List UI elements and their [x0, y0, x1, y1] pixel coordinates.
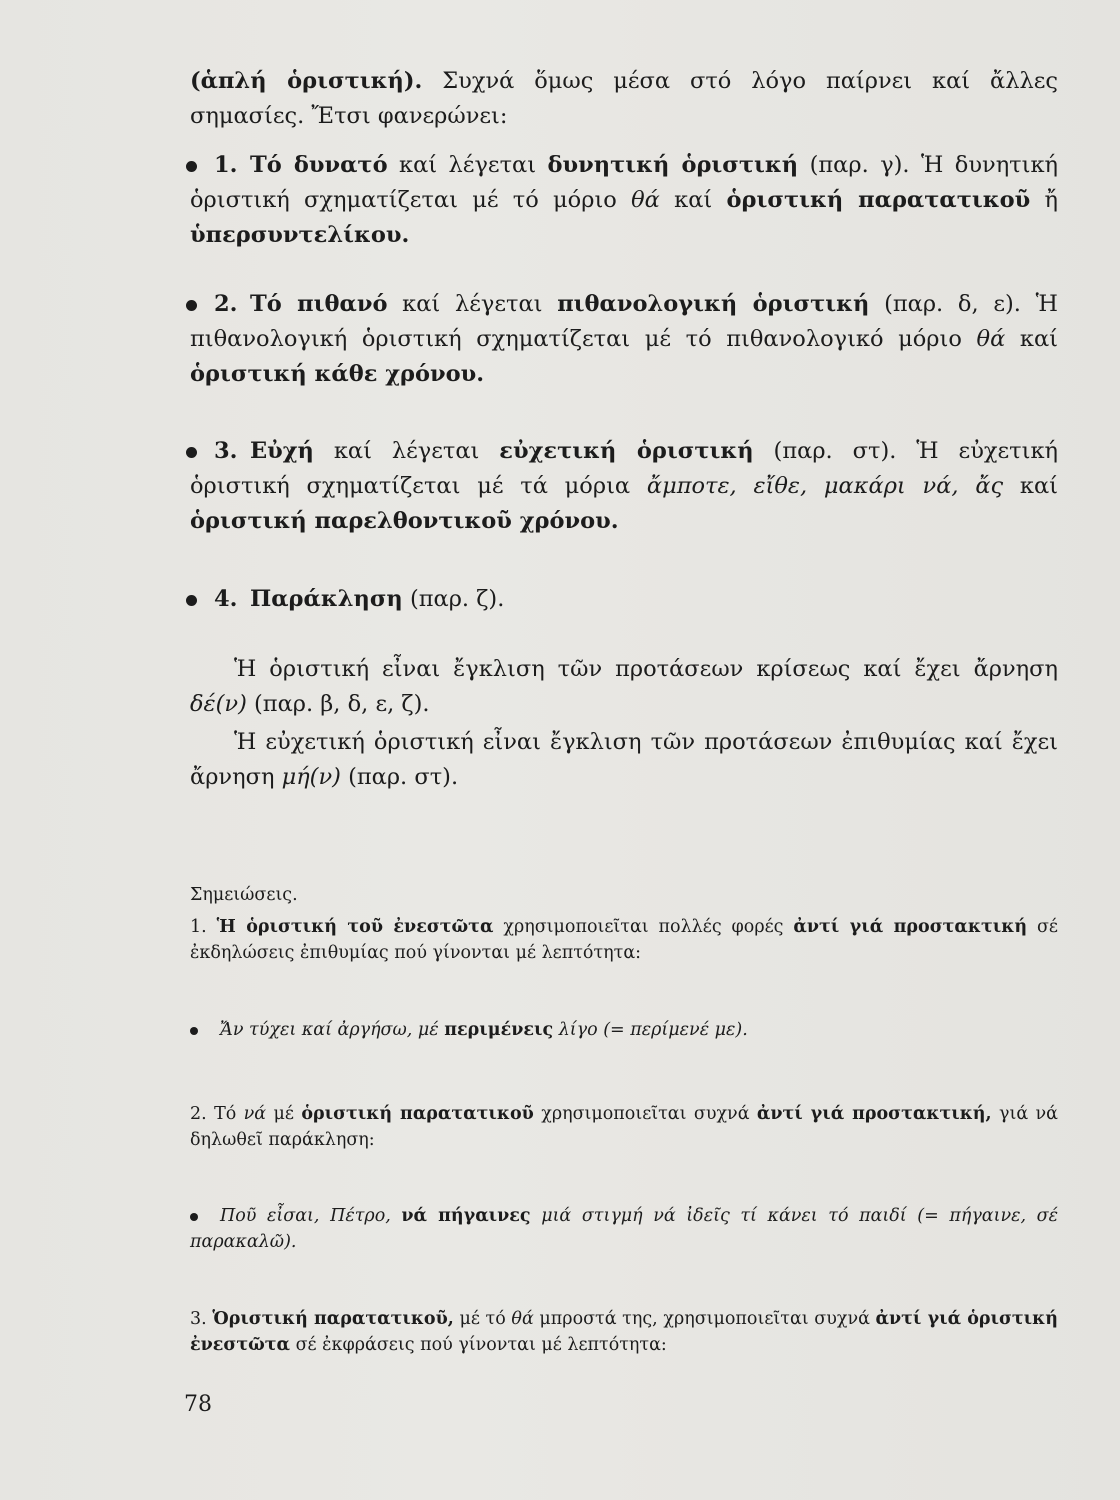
italic-run: θά	[976, 326, 1006, 352]
text-run: γιά νά δηλωθεῖ παράκληση:	[190, 1104, 1058, 1150]
text-run: καί λέγεται	[387, 152, 548, 178]
italic-run: Ποῦ εἶσαι, Πέτρο,	[220, 1206, 402, 1226]
text-run: μέ	[266, 1104, 302, 1124]
bold-run: Εὐχή	[250, 438, 314, 464]
list-item	[190, 148, 1058, 253]
note-text	[190, 1104, 1058, 1150]
italic-run: νά	[243, 1104, 267, 1124]
bold-run: Τό δυνατό	[250, 152, 388, 178]
bold-run: ἀντί γιά ὁριστική ἐνεστῶτα	[190, 1309, 1058, 1355]
paragraph-text	[190, 729, 1058, 790]
text-run: σέ ἐκδηλώσεις ἐπιθυμίας πού γίνονται μέ λεπτότητα:	[190, 917, 1058, 963]
text-run: Ἡ ὁριστική εἶναι ἔγκλιση τῶν προτάσεων κρίσεως καί ἔχει ἄρνηση	[234, 656, 1058, 682]
bold-run: πιθανολογική ὁριστική	[557, 291, 870, 317]
italic-run: λίγο (= περίμενέ με).	[553, 1020, 748, 1040]
italic-run: Ἄν τύχει καί ἀργήσω, μέ	[220, 1020, 445, 1040]
item-number: 1.	[214, 152, 238, 178]
italic-run: θά	[511, 1309, 534, 1329]
definition-paragraph	[190, 725, 1058, 795]
example-text	[190, 1206, 1058, 1252]
item-number: 3.	[214, 438, 238, 464]
item-text	[190, 291, 1058, 387]
bold-run: ἀντί γιά προστακτική	[793, 917, 1028, 937]
text-run: (παρ. στ).	[340, 764, 459, 790]
item-text	[190, 152, 1058, 248]
note-3	[190, 1306, 1058, 1358]
text-run: μπροστά της, χρησιμοποιεῖται συχνά	[533, 1309, 876, 1329]
text-run: 1.	[190, 917, 217, 937]
bold-run: Ἡ ὁριστική τοῦ ἐνεστῶτα	[216, 917, 494, 937]
list-item	[190, 582, 1058, 617]
bold-run: ὑπερσυντελίκου.	[190, 222, 410, 248]
italic-run: μή(ν)	[281, 764, 341, 790]
item-number: 4.	[214, 586, 238, 612]
intro-text: Συχνά ὅμως μέσα στό λόγο παίρνει καί ἄλλες σημασίες. Ἔτσι φανερώνει:	[190, 68, 1058, 129]
item-content	[190, 582, 1058, 617]
bold-run: ἀντί γιά προστακτική,	[756, 1104, 992, 1124]
text-run: καί	[659, 187, 727, 213]
text-run: καί λέγεται	[387, 291, 558, 317]
bold-run: ὁριστική παρατατικοῦ	[301, 1104, 534, 1124]
list-item	[190, 434, 1058, 539]
intro-bold: (ἁπλή ὁριστική).	[190, 68, 423, 94]
bold-run: ὁριστική παρατατικοῦ	[726, 187, 1031, 213]
notes-heading: Σημειώσεις.	[190, 885, 298, 905]
intro-paragraph	[190, 64, 1058, 134]
note-1	[190, 914, 1058, 966]
text-run: 2. Τό	[190, 1104, 244, 1124]
text-run: 3.	[190, 1309, 213, 1329]
page-number: 78	[184, 1392, 212, 1417]
bold-run: περιμένεις	[444, 1020, 554, 1040]
bold-run: νά πήγαινες	[401, 1206, 531, 1226]
text-run: Ἡ εὐχετική ὁριστική εἶναι ἔγκλιση τῶν προτάσεων ἐπιθυμίας καί ἔχει ἄρνηση	[190, 729, 1058, 790]
text-run: (παρ. ζ).	[402, 586, 505, 612]
bullet-icon	[186, 300, 197, 311]
text-run: (παρ. στ). Ἡ εὐχετική ὁριστική σχηματίζεται μέ τά μόρια	[190, 438, 1058, 499]
text-run: (παρ. β, δ, ε, ζ).	[246, 691, 430, 717]
bullet-icon	[190, 1213, 198, 1221]
item-text	[190, 438, 1058, 534]
text-run: χρησιμοποιεῖται συχνά	[533, 1104, 757, 1124]
item-content	[190, 434, 1058, 539]
bold-run: Ὁριστική παρατατικοῦ,	[212, 1309, 454, 1329]
bold-run: Παράκληση	[250, 586, 403, 612]
bold-run: ὁριστική κάθε χρόνου.	[190, 361, 485, 387]
item-number: 2.	[214, 291, 238, 317]
bold-run: ὁριστική παρελθοντικοῦ χρόνου.	[190, 508, 619, 534]
italic-run: θά	[631, 187, 660, 213]
item-content	[190, 287, 1058, 392]
text-run: (παρ. γ). Ἡ δυνητική ὁριστική σχηματίζεται μέ τό μόριο	[190, 152, 1058, 213]
bullet-icon	[186, 161, 197, 172]
bold-run: εὐχετική ὁριστική	[499, 438, 754, 464]
text-run: καί	[1003, 473, 1058, 499]
text-run: χρησιμοποιεῖται πολλές φορές	[493, 917, 794, 937]
definition-paragraph	[190, 652, 1058, 722]
italic-run: μιά στιγμή νά ἰδεῖς τί κάνει τό παιδί (= πήγαινε, σέ παρακαλῶ).	[190, 1206, 1058, 1252]
bullet-icon	[186, 595, 197, 606]
text-run: ἤ	[1030, 187, 1058, 213]
bullet-icon	[190, 1027, 198, 1035]
item-text	[250, 586, 504, 612]
text-run: καί	[1005, 326, 1058, 352]
text-run: καί λέγεται	[313, 438, 500, 464]
text-run: μέ τό	[453, 1309, 512, 1329]
list-item	[190, 287, 1058, 392]
paragraph-text	[190, 656, 1058, 717]
bold-run: δυνητική ὁριστική	[547, 152, 799, 178]
note-2	[190, 1101, 1058, 1153]
example-text	[220, 1020, 748, 1040]
note-1-example	[190, 1017, 1058, 1043]
italic-run: δέ(ν)	[190, 691, 247, 717]
italic-run: ἄμποτε, εἴθε, μακάρι νά, ἄς	[646, 473, 1004, 499]
text-run: σέ ἐκφράσεις πού γίνονται μέ λεπτότητα:	[290, 1335, 667, 1355]
note-2-example	[190, 1203, 1058, 1255]
note-text	[190, 1309, 1058, 1355]
item-content	[190, 148, 1058, 253]
bold-run: Τό πιθανό	[250, 291, 388, 317]
bullet-icon	[186, 447, 197, 458]
note-text	[190, 917, 1058, 963]
text-run: (παρ. δ, ε). Ἡ πιθανολογική ὁριστική σχηματίζεται μέ τό πιθανολογικό μόριο	[190, 291, 1058, 352]
